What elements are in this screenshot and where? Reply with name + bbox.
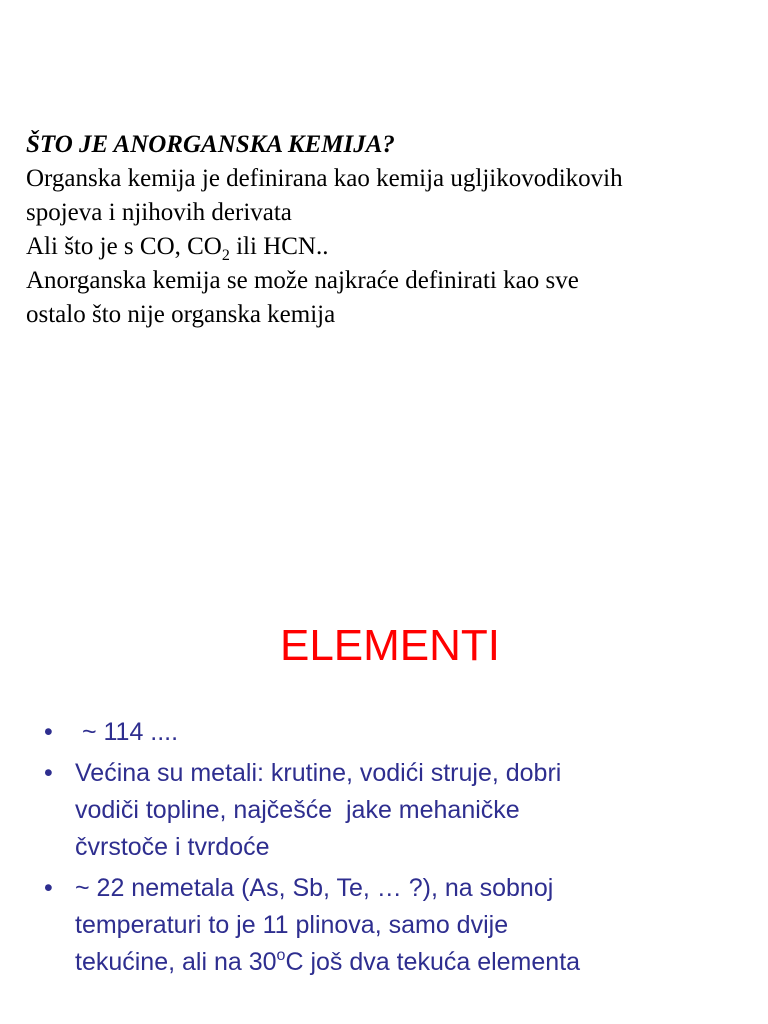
bullet-dot-icon: • (44, 759, 53, 787)
bullet-item (44, 755, 744, 866)
bullet-3-line-3 (75, 944, 744, 981)
bullet-item (44, 714, 744, 751)
bullet-dot-icon: • (44, 874, 53, 902)
bullet-2-line-2: vodiči topline, najčešće jake mehaničke (75, 796, 520, 824)
slide1-heading: ŠTO JE ANORGANSKA KEMIJA? (26, 131, 395, 158)
slide1-line-3-end: ili HCN.. (229, 233, 329, 260)
slide2-title: ELEMENTI (279, 621, 501, 670)
slide1-line-2: spojeva i njihovih derivata (26, 199, 292, 226)
slide1-line-4: Anorganska kemija se može najkraće definirati kao sve (26, 267, 579, 294)
bullet-item (44, 870, 744, 981)
slide1-line-3 (26, 230, 756, 264)
degree-superscript: o (276, 947, 286, 964)
bullet-dot-icon: • (44, 718, 53, 746)
bullet-3-line-2: temperaturi to je 11 plinova, samo dvije (75, 911, 509, 939)
bullet-2-line-1: Većina su metali: krutine, vodići struje, dobri (75, 759, 562, 787)
bullet-3-line-3-end: C još dva tekuća elementa (285, 948, 581, 976)
bullet-3-line-1: ~ 22 nemetala (As, Sb, Te, … ?), na sobnoj (75, 874, 554, 902)
slide1-line-5: ostalo što nije organska kemija (26, 301, 336, 328)
co2-subscript: 2 (221, 247, 230, 264)
bullet-1-text: ~ 114 .... (75, 718, 179, 746)
slide1-line-3-start: Ali što je s CO, CO (26, 233, 222, 260)
elements-bullet-list (44, 714, 744, 985)
slide-inorganic-chemistry (26, 128, 756, 332)
bullet-2-line-3: čvrstoče i tvrdoće (75, 833, 270, 861)
bullet-3-line-3-start: tekućine, ali na 30 (75, 948, 277, 976)
slide1-line-1: Organska kemija je definirana kao kemija ugljikovodikovih (26, 165, 623, 192)
